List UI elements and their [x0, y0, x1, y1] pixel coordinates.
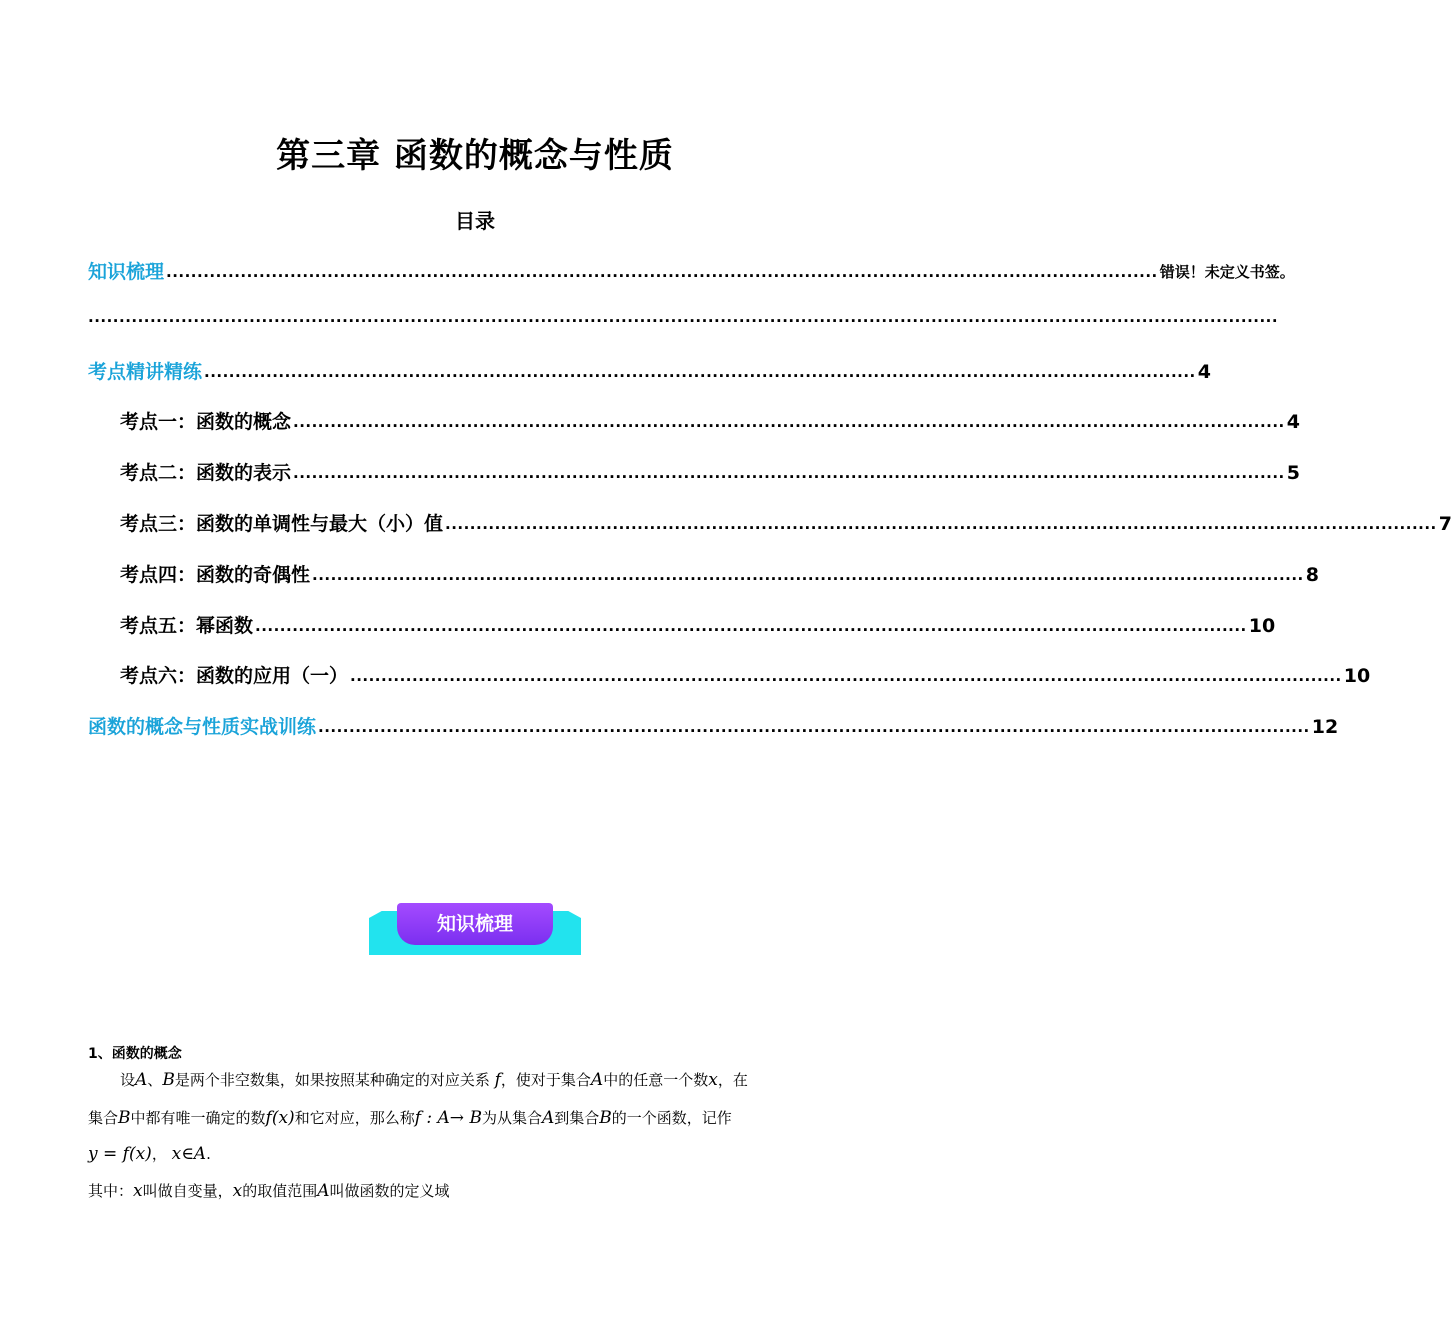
text: 中都有唯一确定的数	[130, 1109, 266, 1127]
math-var: x	[133, 1181, 143, 1201]
definition-line-1	[88, 1069, 863, 1091]
toc-entry-page: 7	[1438, 513, 1452, 535]
toc-leader: ................................................................................................................................................................	[255, 617, 1247, 635]
definition-line-4	[88, 1180, 863, 1202]
toc-entry-page: 12	[1311, 716, 1339, 738]
toc-leader: ................................................................................................................................................................	[318, 718, 1310, 736]
toc-entry-page: 5	[1286, 462, 1300, 484]
definition-line-2	[88, 1107, 863, 1129]
toc-entry[interactable]	[120, 510, 1452, 538]
toc-entry-page: 4	[1197, 361, 1211, 383]
toc-entry[interactable]	[120, 662, 1371, 690]
toc-entry-label: 考点三：函数的单调性与最大（小）值	[120, 513, 444, 535]
text: 的一个函数，记作	[611, 1109, 732, 1127]
text: 和它对应，那么称	[294, 1109, 415, 1127]
toc-leader: ................................................................................................................................................................	[293, 413, 1285, 431]
math-expression: x∈A	[171, 1144, 207, 1164]
toc-leader: ................................................................................................................................................................	[312, 566, 1304, 584]
toc-leader-line: ................................................................................................................................................................................................	[88, 308, 1279, 326]
toc-entry-label: 考点五：幂函数	[120, 615, 254, 637]
math-expression: f : A→ B	[414, 1108, 482, 1128]
math-var: A	[590, 1070, 604, 1090]
toc-leader: ................................................................................................................................................................	[166, 263, 1158, 281]
toc-entry-page: 4	[1286, 411, 1300, 433]
toc-entry-page: 10	[1248, 615, 1276, 637]
math-expression: f(x)	[265, 1108, 295, 1128]
toc-entry-label: 考点四：函数的奇偶性	[120, 564, 311, 586]
toc-entry[interactable]	[120, 408, 1300, 436]
toc-entry[interactable]	[88, 713, 1339, 741]
text: ，在	[717, 1071, 748, 1089]
toc-entry[interactable]	[120, 612, 1276, 640]
toc-entry-page: 错误！未定义书签。	[1159, 263, 1295, 281]
toc-heading: 目录	[455, 209, 495, 233]
toc-entry-label: 考点精讲精练	[88, 361, 203, 383]
section-heading: 1、函数的概念	[88, 1046, 182, 1062]
toc-leader: ................................................................................................................................................................	[445, 515, 1437, 533]
toc-entry[interactable]	[120, 459, 1300, 487]
math-var: A	[541, 1108, 555, 1128]
math-expression: y = f(x)	[88, 1144, 152, 1164]
toc-entry-page: 8	[1305, 564, 1319, 586]
toc-leader: ................................................................................................................................................................	[204, 363, 1196, 381]
text: 、	[147, 1071, 163, 1089]
math-var: f	[494, 1070, 501, 1090]
text: 叫做函数的定义域	[329, 1182, 450, 1200]
text: 叫做自变量，	[142, 1182, 233, 1200]
text: 为从集合	[481, 1109, 542, 1127]
toc-entry[interactable]	[88, 358, 1211, 386]
text: 集合	[88, 1109, 119, 1127]
toc-entry-label: 考点二：函数的表示	[120, 462, 292, 484]
math-var: x	[708, 1070, 718, 1090]
badge-label: 知识梳理	[397, 903, 553, 945]
toc-entry-page: 10	[1343, 665, 1371, 687]
text: 中的任意一个数	[603, 1071, 709, 1089]
text: 其中：	[88, 1182, 134, 1200]
math-var: A	[317, 1181, 330, 1201]
text: ，使对于集合	[500, 1071, 591, 1089]
toc-entry-label: 考点一：函数的概念	[120, 411, 292, 433]
text: 是两个非空数集，如果按照某种确定的对应关系	[174, 1071, 490, 1089]
toc-entry-label: 知识梳理	[88, 261, 165, 283]
math-var: x	[232, 1181, 243, 1201]
text: 设	[120, 1071, 136, 1089]
math-var: A	[135, 1070, 148, 1090]
toc-entry[interactable]	[120, 561, 1319, 589]
toc-leader: ................................................................................................................................................................	[350, 667, 1342, 685]
section-badge	[369, 903, 581, 955]
toc-entry-label: 函数的概念与性质实战训练	[88, 716, 317, 738]
document-title: 第三章 函数的概念与性质	[276, 136, 674, 176]
definition-line-3	[88, 1143, 863, 1165]
text: ，	[151, 1145, 167, 1163]
text: 的取值范围	[242, 1182, 318, 1200]
toc-leader: ................................................................................................................................................................	[293, 464, 1285, 482]
text: 到集合	[554, 1109, 600, 1127]
toc-entry[interactable]	[88, 258, 1295, 286]
math-var: B	[162, 1070, 175, 1090]
toc-entry-label: 考点六：函数的应用（一）	[120, 665, 349, 687]
math-var: B	[599, 1108, 612, 1128]
math-var: B	[118, 1108, 131, 1128]
text: .	[206, 1145, 211, 1163]
